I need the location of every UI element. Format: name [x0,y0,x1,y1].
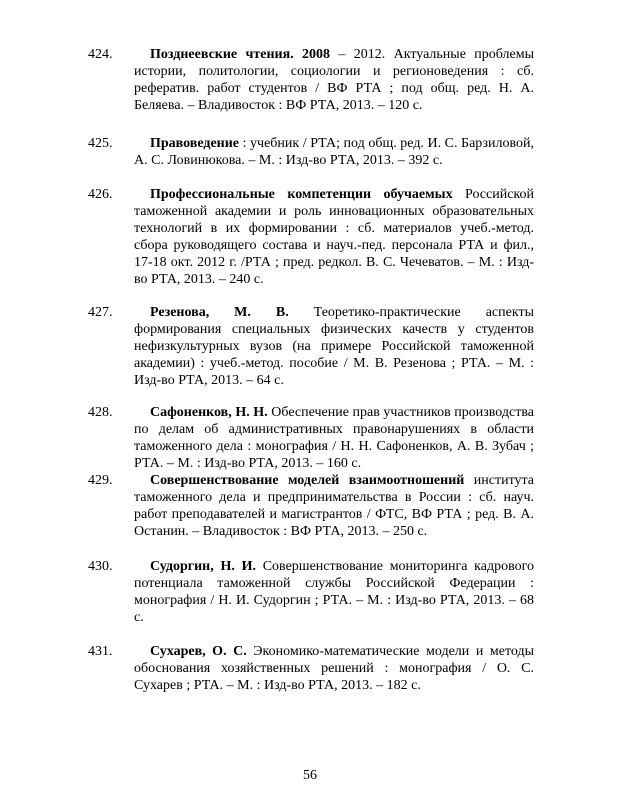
entry-number: 429. [88,473,113,488]
entry-description: Российской таможенной академии и роль инновационных образовательных технологий в их формировании : сб. материалов учеб.-метод. сбора руководящего состава и науч.-пед. персонала РТА и фил., 17-18 окт. 2012 г. /РТА ; пред. редкол. В. С. Чечеватов. – М. : Изд-во РТА, 2013. – 240 с. [134,187,534,287]
entry-text [134,304,534,389]
entry-text [134,46,534,114]
entry-number: 424. [88,47,113,62]
entry-description: института таможенного дела и предпринимательства в России : сб. науч. работ преподавателей и магистрантов / ФТС, ВФ РТА ; ред. В. А. Останин. – Владивосток : ВФ РТА, 2013. – 250 с. [134,473,535,539]
entry-title: Профессиональные компетенции обучаемых [150,187,453,202]
entry-number: 426. [88,187,113,202]
entry-description: – 2012. Актуальные проблемы истории, политологии, социологии и регионоведения : сб. рефератив. работ студентов / ВФ РТА ; под общ. ред. Н. А. Беляева. – Владивосток : ВФ РТА, 2013. – 120 с. [134,47,535,113]
entry-description: Обеспечение прав участников производства по делам об административных правонарушениях в области таможенного дела : монография / Н. Н. Сафоненков, А. В. Зубач ; РТА. – М. : Изд-во РТА, 2013. – 160 с. [134,405,534,471]
entry-description: : учебник / РТА; под общ. ред. И. С. Барзиловой, А. С. Ловинюкова. – М. : Изд-во РТА, 2013. – 392 с. [134,136,534,168]
entry-text [134,558,534,626]
entry-number: 427. [88,305,113,320]
entry-text [134,135,534,169]
entry-number: 431. [88,644,113,659]
entry-text [134,186,534,288]
entry-text [134,472,534,540]
entry-title: Сухарев, О. С. [150,644,247,659]
entry-title: Правоведение [150,136,240,151]
bibliography-entry [88,186,534,288]
bibliography-entry [88,558,534,626]
entry-number: 428. [88,405,113,420]
entry-title: Резенова, М. В. [150,305,289,320]
entry-description: Экономико-математические модели и методы обоснования хозяйственных решений : монография / О. С. Сухарев ; РТА. – М. : Изд-во РТА, 2013. – 182 с. [134,644,535,693]
entry-text [134,643,534,694]
entry-description: Теоретико-практические аспекты формирования специальных физических качеств у студентов нефизкультурных вузов (на примере Российской таможенной академии) : учеб.-метод. пособие / М. В. Резенова ; РТА. – М. : Изд-во РТА, 2013. – 64 с. [134,305,534,388]
entry-title: Сафоненков, Н. Н. [150,405,268,420]
entry-title: Позднеевские чтения. 2008 [150,47,331,62]
entry-text [134,404,534,472]
page-number: 56 [303,768,317,783]
entry-title: Совершенствование моделей взаимоотношений [150,473,465,488]
bibliography-entry [88,135,534,169]
entry-description: Совершенствование мониторинга кадрового потенциала таможенной службы Российской Федерации : монография / Н. И. Судоргин ; РТА. – М. : Изд-во РТА, 2013. – 68 с. [134,559,534,625]
entry-number: 430. [88,559,113,574]
bibliography-entry [88,304,534,389]
bibliography-entry [88,643,534,694]
entry-title: Судоргин, Н. И. [150,559,256,574]
bibliography-entry [88,46,534,114]
bibliography-entry [88,472,534,540]
bibliography-entry [88,404,534,472]
entry-number: 425. [88,136,113,151]
